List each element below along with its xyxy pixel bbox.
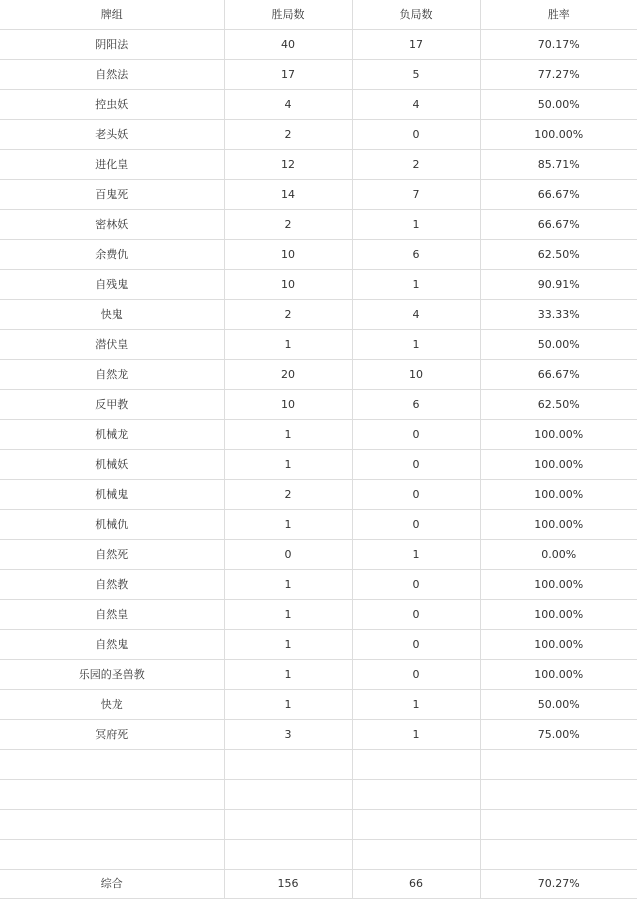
cell-win-rate: 100.00% (480, 660, 637, 690)
table-row (0, 330, 637, 360)
cell-deck (0, 810, 224, 840)
cell-wins: 1 (224, 690, 352, 720)
cell-deck: 阴阳法 (0, 30, 224, 60)
cell-win-rate: 66.67% (480, 180, 637, 210)
cell-losses: 0 (352, 600, 480, 630)
cell-deck: 密林妖 (0, 210, 224, 240)
cell-losses (352, 780, 480, 810)
total-cell-win-rate: 70.27% (480, 870, 637, 899)
cell-wins: 4 (224, 90, 352, 120)
cell-deck: 控虫妖 (0, 90, 224, 120)
cell-win-rate: 66.67% (480, 360, 637, 390)
header-deck: 牌组 (0, 0, 224, 30)
cell-wins: 10 (224, 270, 352, 300)
cell-deck: 潜伏皇 (0, 330, 224, 360)
cell-wins: 2 (224, 480, 352, 510)
cell-wins: 1 (224, 330, 352, 360)
table-body (0, 30, 637, 899)
table-row (0, 390, 637, 420)
cell-win-rate (480, 810, 637, 840)
table-header (0, 0, 637, 30)
table-row (0, 510, 637, 540)
table-row (0, 690, 637, 720)
cell-win-rate: 50.00% (480, 330, 637, 360)
cell-win-rate: 50.00% (480, 90, 637, 120)
cell-deck: 自然皇 (0, 600, 224, 630)
table-row (0, 720, 637, 750)
cell-wins: 1 (224, 510, 352, 540)
cell-losses: 1 (352, 690, 480, 720)
cell-deck: 自然教 (0, 570, 224, 600)
cell-losses: 1 (352, 540, 480, 570)
table-row (0, 420, 637, 450)
table-row (0, 660, 637, 690)
cell-deck: 快鬼 (0, 300, 224, 330)
table-row (0, 60, 637, 90)
cell-win-rate: 0.00% (480, 540, 637, 570)
cell-win-rate: 100.00% (480, 120, 637, 150)
cell-losses: 4 (352, 300, 480, 330)
cell-losses: 0 (352, 420, 480, 450)
cell-wins: 2 (224, 210, 352, 240)
cell-losses: 0 (352, 510, 480, 540)
cell-wins: 1 (224, 420, 352, 450)
cell-wins: 17 (224, 60, 352, 90)
cell-wins: 10 (224, 390, 352, 420)
cell-losses: 0 (352, 450, 480, 480)
cell-wins: 1 (224, 570, 352, 600)
cell-win-rate: 90.91% (480, 270, 637, 300)
cell-losses (352, 810, 480, 840)
cell-losses: 5 (352, 60, 480, 90)
table-row (0, 180, 637, 210)
cell-deck: 百鬼死 (0, 180, 224, 210)
cell-deck: 自然法 (0, 60, 224, 90)
table-row (0, 270, 637, 300)
cell-win-rate: 100.00% (480, 480, 637, 510)
header-losses: 负局数 (352, 0, 480, 30)
cell-losses: 0 (352, 660, 480, 690)
header-wins: 胜局数 (224, 0, 352, 30)
cell-win-rate: 85.71% (480, 150, 637, 180)
total-row (0, 870, 637, 899)
cell-wins: 1 (224, 600, 352, 630)
cell-win-rate: 100.00% (480, 630, 637, 660)
cell-wins: 10 (224, 240, 352, 270)
cell-losses: 0 (352, 570, 480, 600)
cell-deck: 自然龙 (0, 360, 224, 390)
cell-wins: 14 (224, 180, 352, 210)
header-row (0, 0, 637, 30)
cell-wins: 3 (224, 720, 352, 750)
cell-losses: 1 (352, 720, 480, 750)
cell-losses (352, 750, 480, 780)
cell-losses: 7 (352, 180, 480, 210)
cell-wins: 20 (224, 360, 352, 390)
cell-deck: 老头妖 (0, 120, 224, 150)
cell-win-rate: 70.17% (480, 30, 637, 60)
cell-deck: 机械龙 (0, 420, 224, 450)
cell-win-rate: 100.00% (480, 570, 637, 600)
cell-win-rate: 77.27% (480, 60, 637, 90)
cell-wins (224, 780, 352, 810)
cell-wins: 1 (224, 450, 352, 480)
cell-losses: 0 (352, 630, 480, 660)
total-cell-deck: 综合 (0, 870, 224, 899)
cell-deck (0, 750, 224, 780)
cell-losses: 2 (352, 150, 480, 180)
cell-win-rate: 33.33% (480, 300, 637, 330)
cell-win-rate: 100.00% (480, 450, 637, 480)
cell-deck: 自然鬼 (0, 630, 224, 660)
cell-win-rate: 75.00% (480, 720, 637, 750)
table-row (0, 30, 637, 60)
cell-win-rate: 100.00% (480, 600, 637, 630)
cell-losses: 1 (352, 210, 480, 240)
total-cell-wins: 156 (224, 870, 352, 899)
cell-wins: 0 (224, 540, 352, 570)
cell-deck: 冥府死 (0, 720, 224, 750)
cell-losses: 1 (352, 330, 480, 360)
cell-win-rate (480, 780, 637, 810)
cell-losses: 0 (352, 120, 480, 150)
cell-win-rate (480, 840, 637, 870)
cell-losses: 1 (352, 270, 480, 300)
cell-deck: 乐园的圣兽教 (0, 660, 224, 690)
table-row (0, 480, 637, 510)
cell-deck: 快龙 (0, 690, 224, 720)
table-row (0, 300, 637, 330)
cell-deck: 自残鬼 (0, 270, 224, 300)
cell-deck: 机械妖 (0, 450, 224, 480)
header-win-rate: 胜率 (480, 0, 637, 30)
cell-wins: 2 (224, 120, 352, 150)
cell-losses: 6 (352, 390, 480, 420)
cell-losses: 0 (352, 480, 480, 510)
cell-losses (352, 840, 480, 870)
cell-deck: 机械鬼 (0, 480, 224, 510)
cell-wins: 40 (224, 30, 352, 60)
cell-wins (224, 750, 352, 780)
cell-wins: 12 (224, 150, 352, 180)
total-cell-losses: 66 (352, 870, 480, 899)
cell-win-rate (480, 750, 637, 780)
table-row (0, 360, 637, 390)
table-row (0, 90, 637, 120)
table-row (0, 810, 637, 840)
cell-deck: 机械仇 (0, 510, 224, 540)
cell-deck: 余费仇 (0, 240, 224, 270)
table-row (0, 630, 637, 660)
table-row (0, 240, 637, 270)
cell-losses: 10 (352, 360, 480, 390)
cell-win-rate: 62.50% (480, 240, 637, 270)
cell-win-rate: 66.67% (480, 210, 637, 240)
cell-win-rate: 100.00% (480, 420, 637, 450)
table-row (0, 780, 637, 810)
cell-deck: 反甲教 (0, 390, 224, 420)
cell-losses: 17 (352, 30, 480, 60)
cell-deck (0, 780, 224, 810)
table-row (0, 750, 637, 780)
table-row (0, 540, 637, 570)
table-row (0, 150, 637, 180)
cell-losses: 6 (352, 240, 480, 270)
table-row (0, 600, 637, 630)
cell-win-rate: 62.50% (480, 390, 637, 420)
cell-deck: 自然死 (0, 540, 224, 570)
cell-win-rate: 100.00% (480, 510, 637, 540)
table-row (0, 450, 637, 480)
table-row (0, 570, 637, 600)
cell-losses: 4 (352, 90, 480, 120)
cell-wins: 2 (224, 300, 352, 330)
cell-win-rate: 50.00% (480, 690, 637, 720)
table-row (0, 210, 637, 240)
cell-deck (0, 840, 224, 870)
cell-wins (224, 840, 352, 870)
cell-wins (224, 810, 352, 840)
table-row (0, 840, 637, 870)
table-row (0, 120, 637, 150)
cell-wins: 1 (224, 630, 352, 660)
cell-deck: 进化皇 (0, 150, 224, 180)
cell-wins: 1 (224, 660, 352, 690)
